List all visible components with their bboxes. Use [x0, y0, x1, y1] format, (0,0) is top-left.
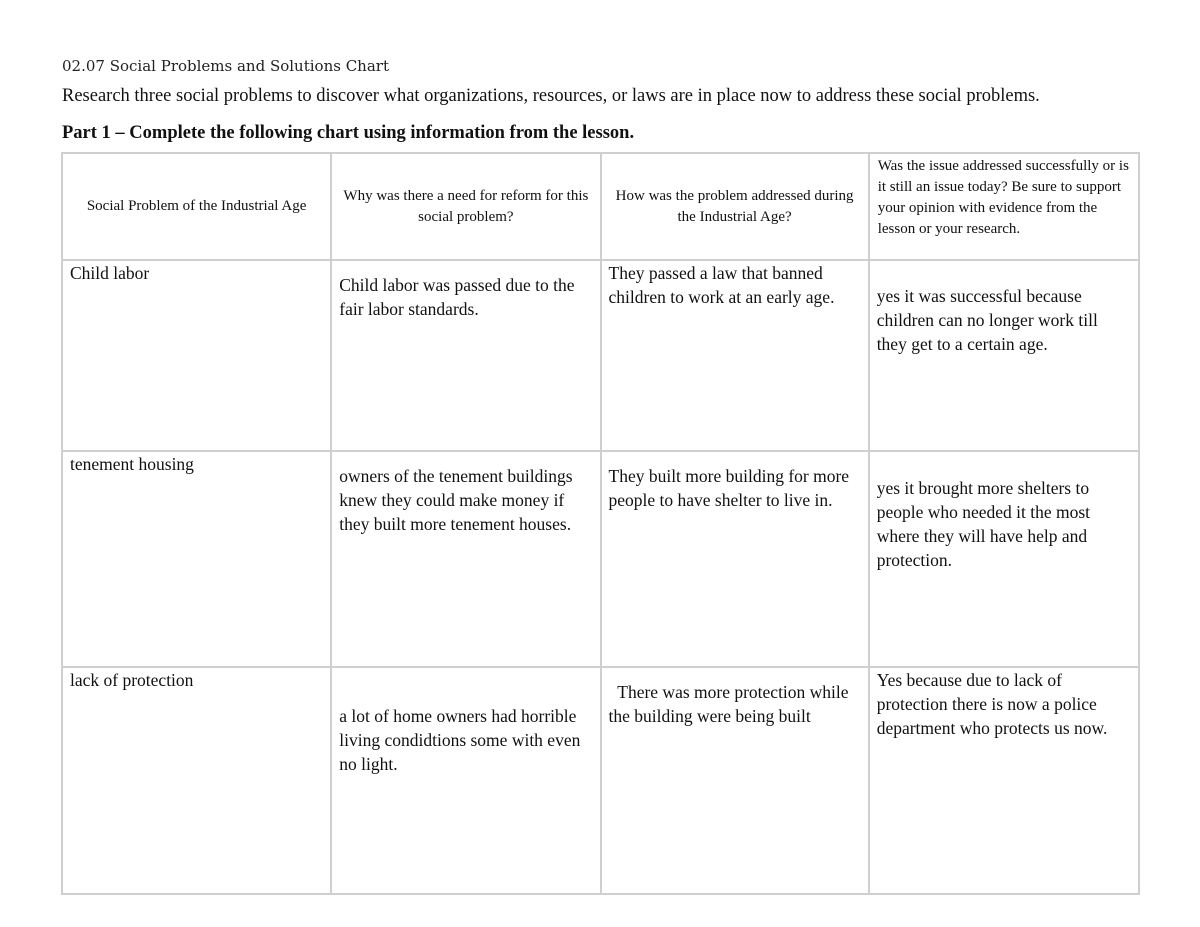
part-heading: Part 1 – Complete the following chart using information from the lesson. — [62, 123, 635, 143]
instructions-text: Research three social problems to discover what organizations, resources, or laws are in place now to address these social problems. — [62, 86, 1040, 106]
cell-how-addressed: There was more protection while the building were being built — [601, 667, 869, 894]
cell-need-for-reform: Child labor was passed due to the fair labor standards. — [331, 260, 600, 451]
cell-need-for-reform: owners of the tenement buildings knew they could make money if they built more tenement houses. — [331, 451, 600, 667]
social-problems-chart — [61, 152, 1140, 895]
cell-addressed-successfully: yes it was successful because children can no longer work till they get to a certain age. — [869, 260, 1139, 451]
cell-addressed-successfully: yes it brought more shelters to people who needed it the most where they will have help and protection. — [869, 451, 1139, 667]
cell-how-addressed: They built more building for more people to have shelter to live in. — [601, 451, 869, 667]
header-social-problem: Social Problem of the Industrial Age — [62, 153, 331, 260]
cell-problem: tenement housing — [62, 451, 331, 667]
header-addressed-successfully: Was the issue addressed successfully or is it still an issue today? Be sure to support your opinion with evidence from the lesson or your research. — [869, 153, 1139, 260]
table-row — [62, 667, 1139, 894]
document-title: 02.07 Social Problems and Solutions Chart — [62, 57, 389, 75]
cell-need-for-reform: a lot of home owners had horrible living condidtions some with even no light. — [331, 667, 600, 894]
table-row — [62, 451, 1139, 667]
table-row — [62, 260, 1139, 451]
table-header-row — [62, 153, 1139, 260]
cell-problem: lack of protection — [62, 667, 331, 894]
cell-problem: Child labor — [62, 260, 331, 451]
cell-addressed-successfully: Yes because due to lack of protection there is now a police department who protects us now. — [869, 667, 1139, 894]
header-need-for-reform: Why was there a need for reform for this social problem? — [331, 153, 600, 260]
header-how-addressed: How was the problem addressed during the Industrial Age? — [601, 153, 869, 260]
cell-how-addressed: They passed a law that banned children to work at an early age. — [601, 260, 869, 451]
